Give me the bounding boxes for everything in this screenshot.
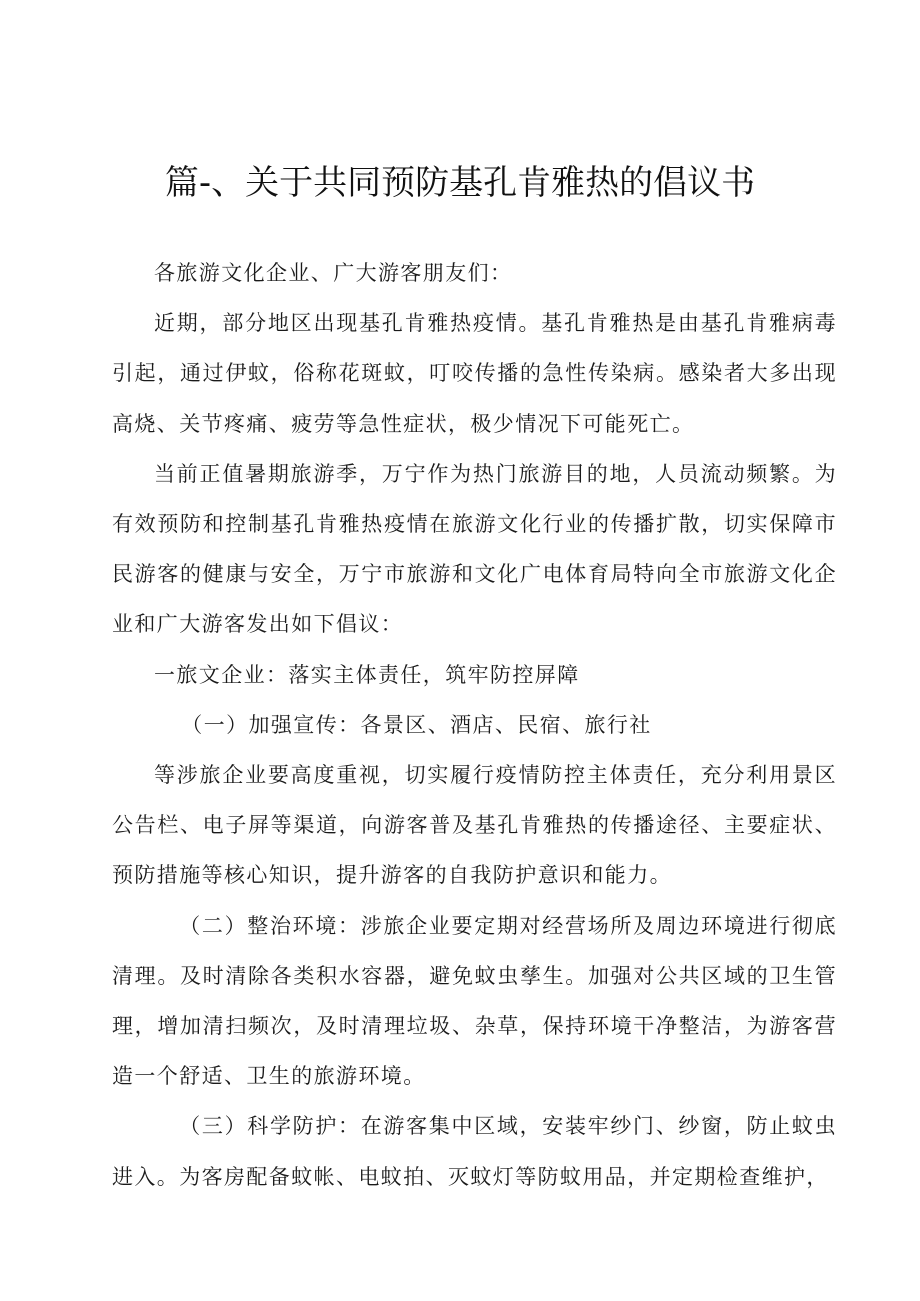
document-title: 篇-、关于共同预防基孔肯雅热的倡议书	[164, 163, 756, 203]
item-2-paragraph: （二）整治环境：涉旅企业要定期对经营场所及周边环境进行彻底清理。及时清除各类积水容器，避免蚊虫孳生。加强对公共区域的卫生管理，增加清扫频次，及时清理垃圾、杂草，保持环境干净整洁，为游客营造一个舒适、卫生的旅游环境。	[112, 913, 837, 1089]
purpose-paragraph: 当前正值暑期旅游季，万宁作为热门旅游目的地，人员流动频繁。为有效预防和控制基孔肯雅热疫情在旅游文化行业的传播扩散，切实保障市民游客的健康与安全，万宁市旅游和文化广电体育局特向全市旅游文化企业和广大游客发出如下倡议：	[112, 461, 837, 637]
salutation-paragraph: 各旅游文化企业、广大游客朋友们：	[154, 261, 513, 285]
item-1-heading: （一）加强宣传：各景区、酒店、民宿、旅行社	[181, 712, 652, 737]
background-paragraph: 近期，部分地区出现基孔肯雅热疫情。基孔肯雅热是由基孔肯雅病毒引起，通过伊蚊，俗称花斑蚊，叮咬传播的急性传染病。感染者大多出现高烧、关节疼痛、疲劳等急性症状，极少情况下可能死亡。	[112, 311, 837, 436]
document-body	[112, 248, 837, 1202]
section-heading-enterprises: 一旅文企业：落实主体责任，筑牢防控屏障	[154, 662, 580, 687]
item-1-body: 等涉旅企业要高度重视，切实履行疫情防控主体责任，充分利用景区公告栏、电子屏等渠道，向游客普及基孔肯雅热的传播途径、主要症状、预防措施等核心知识，提升游客的自我防护意识和能力。	[112, 763, 837, 888]
item-3-paragraph: （三）科学防护：在游客集中区域，安装牢纱门、纱窗，防止蚊虫进入。为客房配备蚊帐、电蚊拍、灭蚊灯等防蚊用品，并定期检查维护，	[112, 1114, 837, 1189]
